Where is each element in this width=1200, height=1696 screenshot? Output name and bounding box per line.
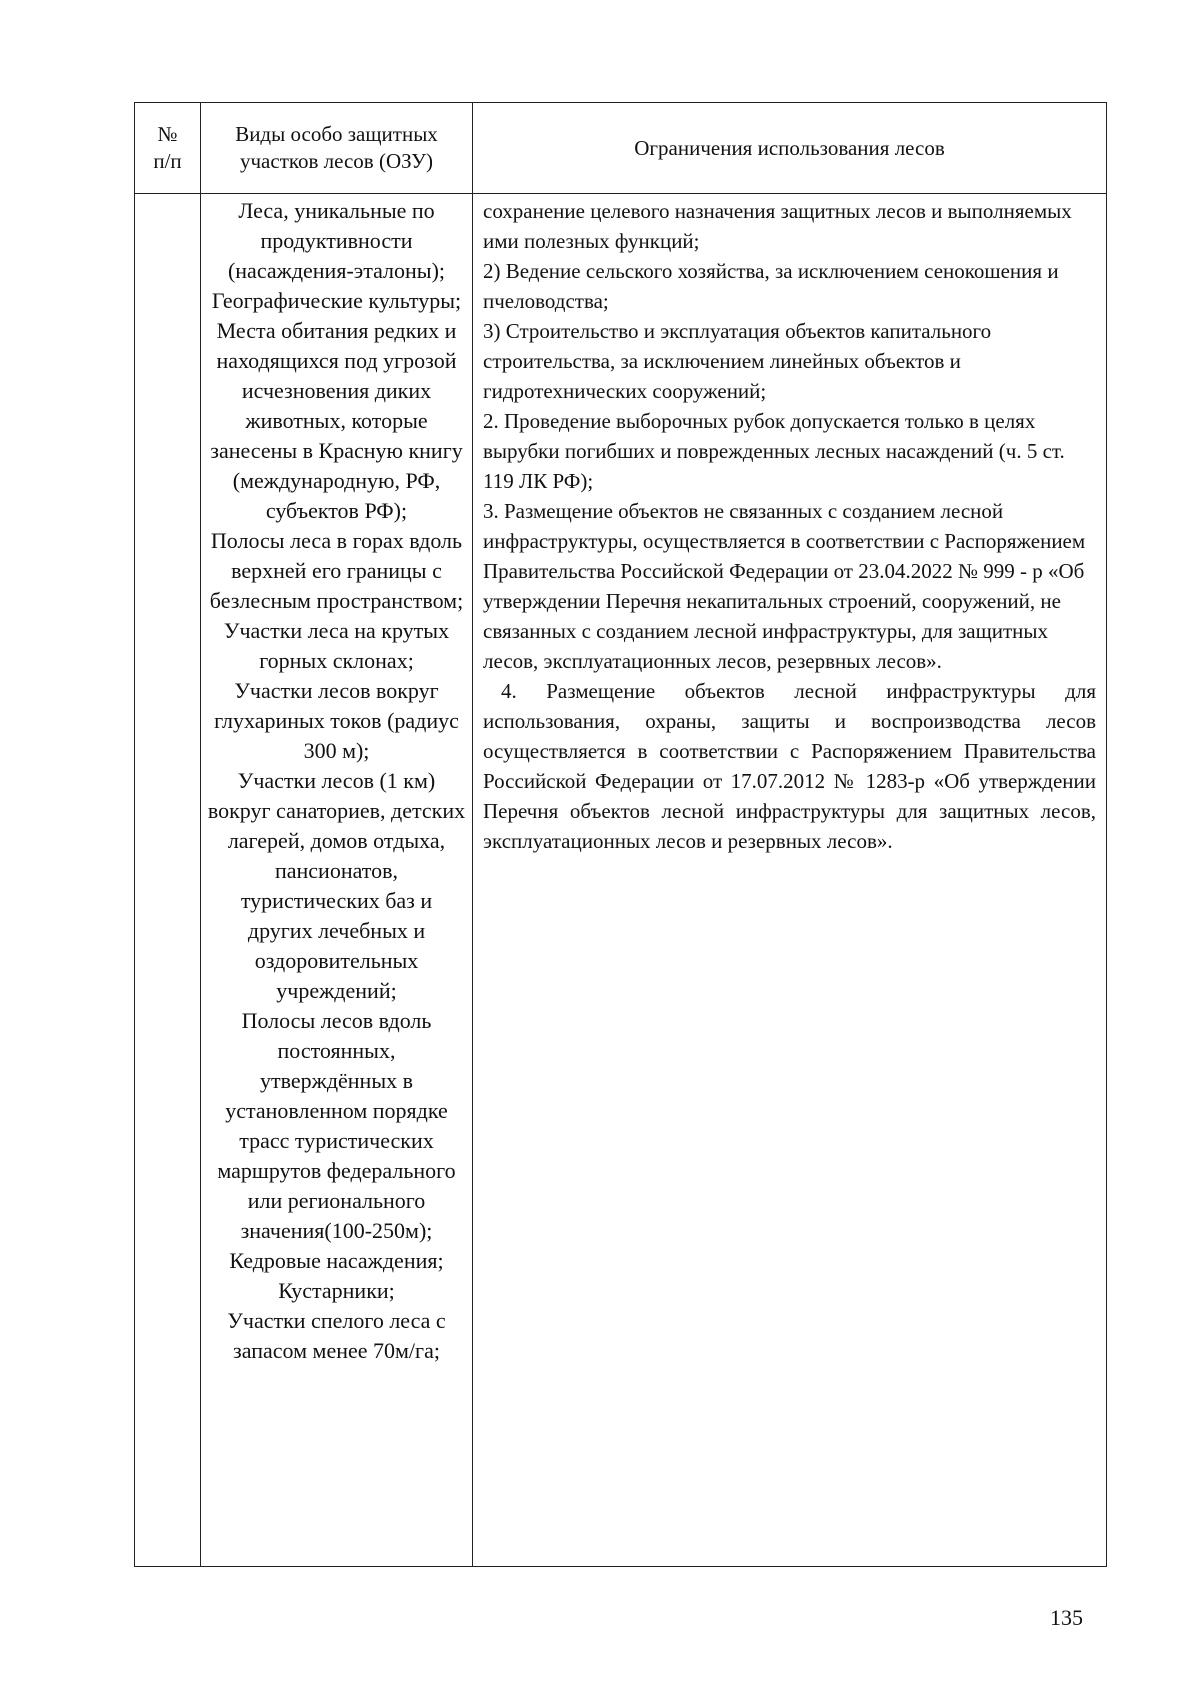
ozu-type-item: Участки спелого леса с запасом менее 70м/га; — [227, 1308, 446, 1363]
restriction-paragraph: 4. Размещение объектов лесной инфраструктуры для использования, охраны, защиты и воспроизводства лесов осуществляется в соответствии с Распоряжением Правительства Российской Федерации от 17.07.2012 № 1283-р «Об утверждении Перечня объектов лесной инфраструктуры для защитных лесов, эксплуатационных лесов и резервных лесов». — [483, 679, 1096, 853]
header-restrictions-cell — [473, 103, 1107, 194]
restriction-paragraph: 2) Ведение сельского хозяйства, за исключением сенокошения и пчеловодства; — [483, 259, 1059, 313]
table-row — [135, 194, 1107, 1567]
row-num-cell — [135, 194, 201, 1567]
restrictions-table — [134, 102, 1107, 1567]
ozu-type-item: Кустарники; — [278, 1278, 395, 1303]
ozu-type-item: Полосы леса в горах вдоль верхней его границы с безлесным пространством; — [209, 528, 464, 613]
page-number: 135 — [1050, 1605, 1083, 1630]
header-types: Виды особо защитных участков лесов (ОЗУ) — [235, 122, 438, 173]
ozu-type-item: Места обитания редких и находящихся под угрозой исчезновения диких животных, которые занесены в Красную книгу (международную, РФ, субъектов РФ); — [210, 318, 463, 523]
header-num: № п/п — [153, 122, 182, 173]
ozu-type-item: Леса, уникальные по продуктивности (насаждения-эталоны); — [227, 198, 446, 283]
ozu-type-item: Участки лесов вокруг глухариных токов (радиус 300 м); — [214, 678, 459, 763]
header-num-cell — [135, 103, 201, 194]
ozu-type-item: Полосы лесов вдоль постоянных, утверждённых в установленном порядке трасс туристических маршрутов федерального или регионального значения(100-250м); — [217, 1008, 456, 1243]
row-restrictions-cell — [473, 194, 1107, 1567]
header-restrictions: Ограничения использования лесов — [634, 135, 945, 160]
ozu-type-item: Кедровые насаждения; — [229, 1248, 444, 1273]
restriction-paragraph: 2. Проведение выборочных рубок допускается только в целях вырубки погибших и поврежденных лесных насаждений (ч. 5 ст. 119 ЛК РФ); — [483, 409, 1065, 493]
restriction-paragraph: сохранение целевого назначения защитных лесов и выполняемых ими полезных функций; — [483, 199, 1072, 253]
header-types-cell — [201, 103, 473, 194]
ozu-type-item: Участки лесов (1 км) вокруг санаториев, детских лагерей, домов отдыха, пансионатов, туристических баз и других лечебных и оздоровительных учреждений; — [207, 768, 466, 1003]
row-types-cell — [201, 194, 473, 1567]
restriction-paragraph: 3) Строительство и эксплуатация объектов капитального строительства, за исключением линейных объектов и гидротехнических сооружений; — [483, 319, 992, 403]
ozu-type-item: Участки леса на крутых горных склонах; — [223, 618, 450, 673]
table-header-row — [135, 103, 1107, 194]
ozu-type-item: Географические культуры; — [211, 288, 462, 313]
restriction-paragraph: 3. Размещение объектов не связанных с созданием лесной инфраструктуры, осуществляется в соответствии с Распоряжением Правительства Российской Федерации от 23.04.2022 № 999 - р «Об утверждении Перечня некапитальных строений, сооружений, не связанных с созданием лесной инфраструктуры, для защитных лесов, эксплуатационных лесов, резервных лесов». — [483, 499, 1086, 673]
